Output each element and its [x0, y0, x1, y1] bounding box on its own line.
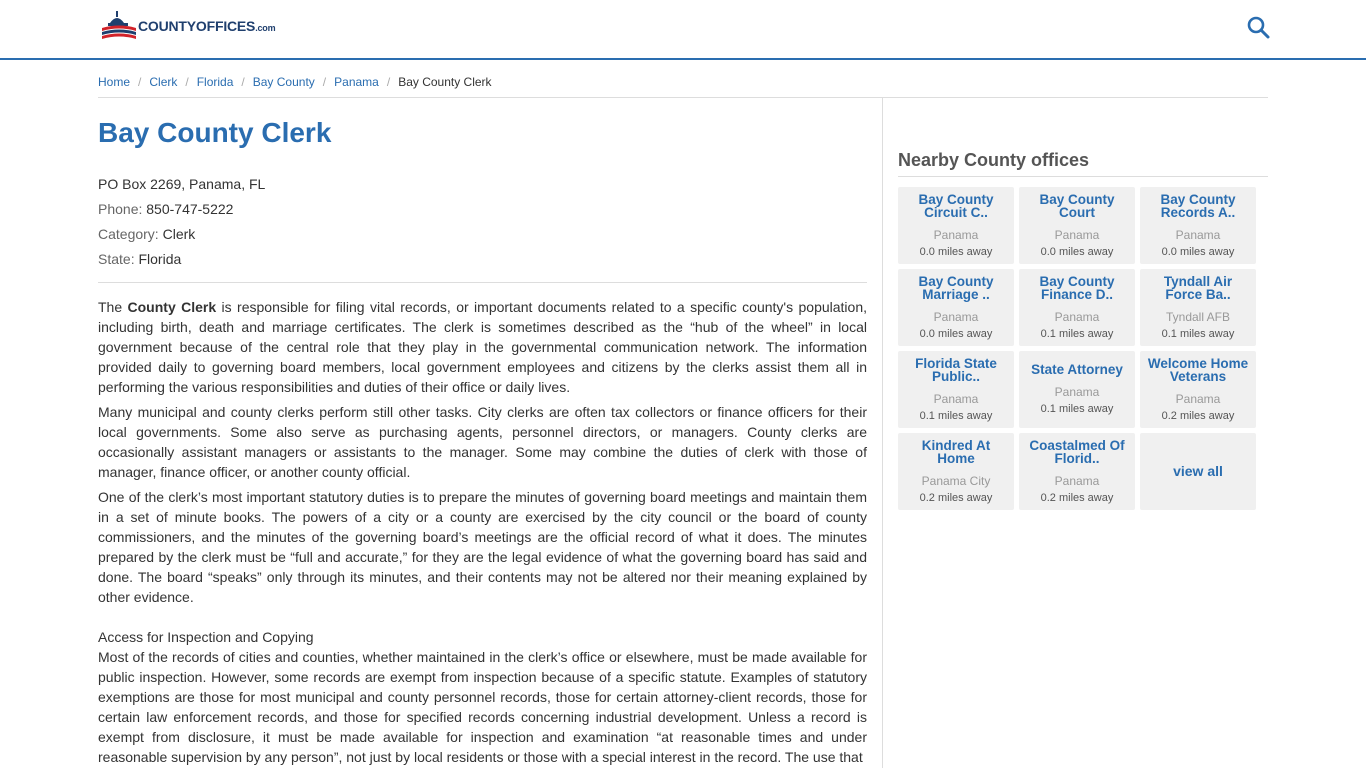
phone-number[interactable]: 850-747-5222 — [146, 201, 234, 217]
logo-text: COUNTYOFFICES.com — [138, 18, 276, 34]
phone-line — [98, 197, 867, 222]
nearby-card[interactable] — [898, 187, 1014, 264]
card-distance: 0.1 miles away — [1161, 327, 1235, 340]
section-heading: Access for Inspection and Copying — [98, 629, 314, 645]
nearby-card[interactable] — [898, 269, 1014, 346]
phone-label: Phone: — [98, 201, 143, 217]
nearby-card[interactable] — [898, 351, 1014, 428]
p1-post: is responsible for filing vital records, or important documents related to a specific county's population, including birth, death and marriage certificates. The clerk is sometimes described as the “hub of the wheel” in local government because of the central role that they play in the governmental communication network. The information provided daily to governing board members, local government employees and citizens by the clerks assist them all in performing the various responsibilities and duties of their office or daily lives. — [98, 299, 868, 395]
card-name: Coastalmed Of Florid.. — [1029, 437, 1125, 466]
breadcrumb-current: Bay County Clerk — [398, 74, 492, 89]
breadcrumb-clerk[interactable]: Clerk — [149, 74, 178, 89]
card-city: Panama — [1054, 309, 1100, 324]
breadcrumb-florida[interactable]: Florida — [196, 74, 234, 89]
breadcrumb-separator: / — [185, 74, 189, 89]
card-city: Panama — [933, 309, 979, 324]
card-city: Tyndall AFB — [1165, 309, 1231, 324]
search-button[interactable] — [1246, 15, 1272, 41]
nearby-card[interactable] — [898, 433, 1014, 510]
address-line — [98, 172, 867, 197]
card-name: State Attorney — [1031, 362, 1123, 377]
breadcrumb-panama[interactable]: Panama — [334, 74, 379, 89]
view-all-card[interactable] — [1140, 433, 1256, 510]
nearby-card[interactable] — [1140, 187, 1256, 264]
p1-bold: County Clerk — [127, 299, 217, 315]
card-name: Kindred At Home — [921, 437, 991, 466]
view-all-link[interactable]: view all — [1173, 463, 1223, 479]
card-name: Bay County Court — [1039, 191, 1115, 220]
nearby-card[interactable] — [1140, 269, 1256, 346]
card-distance: 0.2 miles away — [1161, 409, 1235, 422]
breadcrumb-bay-county[interactable]: Bay County — [252, 74, 315, 89]
breadcrumb — [98, 66, 1268, 98]
nearby-grid — [898, 187, 1268, 510]
card-name: Bay County Marriage .. — [918, 273, 994, 302]
card-distance: 0.0 miles away — [919, 327, 993, 340]
address: PO Box 2269, Panama, FL — [98, 176, 266, 192]
breadcrumb-separator: / — [241, 74, 245, 89]
card-city: Panama — [1175, 391, 1221, 406]
card-city: Panama — [1054, 227, 1100, 242]
card-distance: 0.2 miles away — [1040, 491, 1114, 504]
breadcrumb-separator: / — [138, 74, 142, 89]
card-distance: 0.2 miles away — [919, 491, 993, 504]
office-info — [98, 172, 867, 272]
card-name: Tyndall Air Force Ba.. — [1163, 273, 1233, 302]
site-header — [0, 0, 1366, 60]
state-value: Florida — [138, 251, 182, 267]
site-logo[interactable] — [102, 11, 275, 41]
category-label: Category: — [98, 226, 159, 242]
nearby-card[interactable] — [1019, 351, 1135, 428]
card-distance: 0.1 miles away — [1040, 327, 1114, 340]
breadcrumb-separator: / — [322, 74, 327, 89]
card-name: Florida State Public.. — [915, 355, 997, 384]
nearby-card[interactable] — [1019, 433, 1135, 510]
card-city: Panama City — [921, 473, 991, 488]
category-value: Clerk — [162, 226, 196, 242]
p1-pre: The — [98, 299, 128, 315]
nearby-card[interactable] — [1140, 351, 1256, 428]
spacer — [98, 612, 867, 627]
card-city: Panama — [1054, 385, 1100, 399]
card-city: Panama — [933, 391, 979, 406]
breadcrumb-home[interactable]: Home — [98, 74, 131, 89]
card-city: Panama — [933, 227, 979, 242]
card-distance: 0.0 miles away — [1040, 245, 1114, 258]
state-line — [98, 247, 867, 272]
card-name: Welcome Home Veterans — [1147, 355, 1249, 384]
state-label: State: — [98, 251, 135, 267]
card-city: Panama — [1175, 227, 1221, 242]
card-name: Bay County Records A.. — [1160, 191, 1236, 220]
search-icon — [1246, 15, 1272, 41]
sidebar-title: Nearby County offices — [898, 148, 1268, 177]
card-distance: 0.0 miles away — [1161, 245, 1235, 258]
page-title: Bay County Clerk — [98, 117, 332, 148]
nearby-offices-sidebar — [898, 148, 1268, 510]
nearby-card[interactable] — [1019, 269, 1135, 346]
main-content — [98, 100, 867, 772]
category-line — [98, 222, 867, 247]
card-name: Bay County Finance D.. — [1039, 273, 1115, 302]
card-distance: 0.1 miles away — [919, 409, 993, 422]
card-city: Panama — [1054, 473, 1100, 488]
column-divider — [882, 98, 883, 768]
card-distance: 0.0 miles away — [919, 245, 993, 258]
paragraph: One of the clerk’s most important statutory duties is to prepare the minutes of governing board meetings and maintain them in a set of minute books. The powers of a city or a county are exercised by the city council or the board of county commissioners, and the minutes of the governing board’s meetings are the official record of what it does. The minutes prepared by the clerk must be “full and accurate,” for they are the legal evidence of what the governing board has said and done. The board “speaks” only through its minutes, and their contents may not be altered nor their meaning explained by other evidence. — [98, 489, 867, 605]
capitol-flag-icon — [102, 11, 136, 41]
paragraph: Most of the records of cities and counties, whether maintained in the clerk’s office or elsewhere, must be made available for public inspection. However, some records are exempt from inspection because of a specific statute. Examples of statutory exemptions are those for most municipal and county personnel records, those for certain attorney-client records, those for certain law enforcement records, and those for specified records concerning industrial development. Unless a record is exempt from disclosure, it must be made available for inspection and examination “at reasonable times and under reasonable supervision by any person”, not just by local residents or those with a special interest in the record. The use that — [98, 649, 867, 765]
nearby-card[interactable] — [1019, 187, 1135, 264]
paragraph: Many municipal and county clerks perform still other tasks. City clerks are often tax collectors or finance officers for their local governments. Some also serve as purchasing agents, personnel directors, or managers. County clerks are occasionally assistant managers or assistants to the manager. Some may combine the duties of clerk with those of manager, finance officer, or another county official. — [98, 404, 867, 480]
card-name: Bay County Circuit C.. — [918, 191, 994, 220]
paragraph — [98, 297, 867, 397]
description — [98, 297, 867, 767]
breadcrumb-separator: / — [386, 74, 391, 89]
card-distance: 0.1 miles away — [1040, 403, 1114, 415]
divider — [98, 282, 867, 283]
